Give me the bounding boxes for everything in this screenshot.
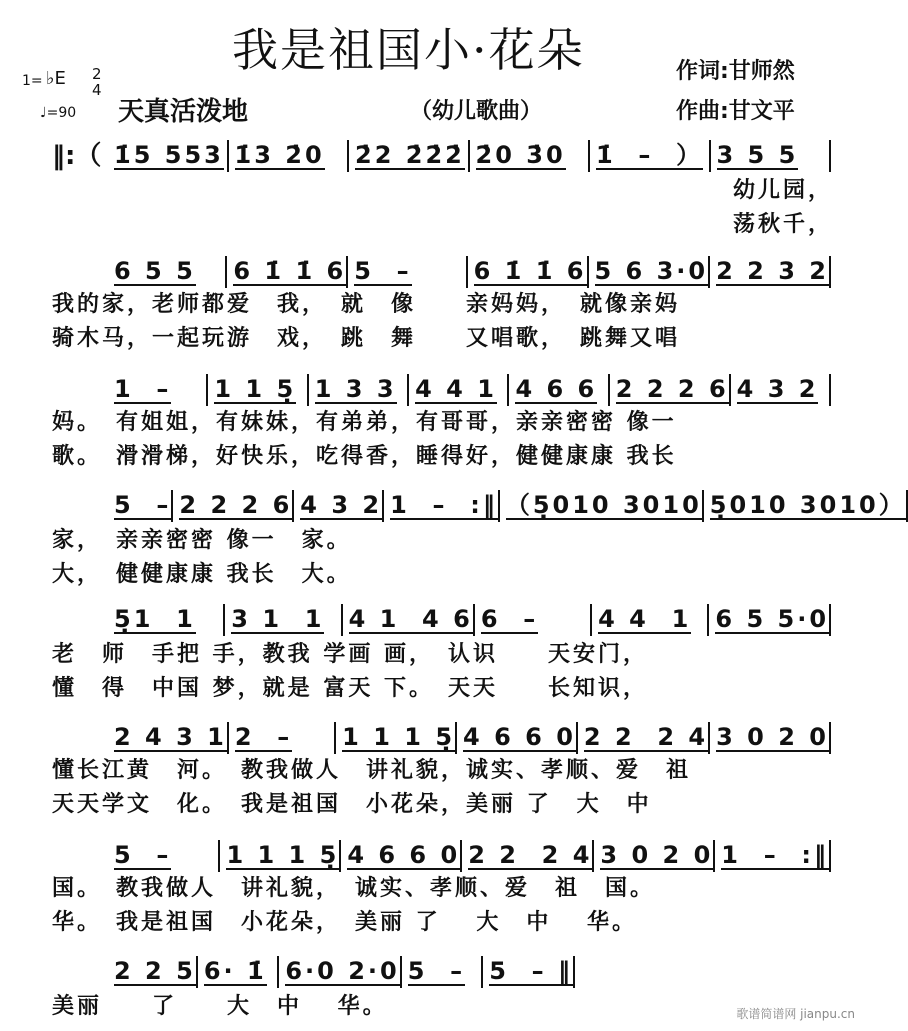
measure xyxy=(108,722,229,754)
expression-marking: 天真活泼地 xyxy=(118,97,249,127)
notation-row xyxy=(108,840,831,872)
measure xyxy=(710,722,831,754)
measure xyxy=(294,490,384,522)
notes: 1 – :‖ xyxy=(390,491,498,519)
notes: 2̇0 3̇0 xyxy=(475,141,566,169)
measure xyxy=(108,140,229,172)
notes: 5 – xyxy=(354,257,412,285)
measure xyxy=(578,722,710,754)
notes: 5 6 3·0 xyxy=(594,257,709,285)
measure xyxy=(402,956,484,988)
measure xyxy=(220,840,341,872)
time-signature xyxy=(92,66,102,98)
measure xyxy=(108,374,208,406)
notes: 3 0 2 0 xyxy=(600,841,714,869)
measure xyxy=(704,490,908,522)
notes: 4 3 2 xyxy=(736,375,819,403)
notes: 2̇2 2̇2̇2̇ xyxy=(355,141,465,169)
measure xyxy=(475,604,592,636)
notes: 3 0 2 0 xyxy=(716,723,829,751)
watermark: 歌谱简谱网 jianpu.cn xyxy=(736,1007,855,1021)
song-title: 我是祖国小·花朵 xyxy=(232,23,585,77)
notes: 1 1 1 5̣ xyxy=(342,723,456,751)
measure xyxy=(384,490,500,522)
notes: 1 1 1 5̣ xyxy=(226,841,340,869)
measure xyxy=(483,956,575,988)
time-signature-bottom: 4 xyxy=(92,81,102,99)
measure xyxy=(594,840,715,872)
notes: 6 1̇ 1̇ 6 xyxy=(233,257,347,285)
measure xyxy=(610,374,731,406)
notes: 3 5 5 xyxy=(716,141,799,169)
lyric-line: 大， 健健康康 我长 大。 xyxy=(52,562,352,587)
notation-row xyxy=(108,604,831,636)
measure xyxy=(227,256,348,288)
repeat-start: ‖:（ xyxy=(52,141,102,171)
measure xyxy=(349,140,470,172)
notation-row xyxy=(108,490,906,522)
notes: 4 4 1 xyxy=(415,375,497,403)
lyric-line: 懂长江黄 河。 教我做人 讲礼貌，诚实、孝顺、爱 祖 xyxy=(52,758,692,783)
measure xyxy=(457,722,578,754)
notation-row xyxy=(108,256,831,288)
notes: 5 – xyxy=(114,491,172,519)
lyric-line: 荡秋千， xyxy=(733,212,834,237)
notes: （5̣010 3010 xyxy=(505,491,702,519)
measure xyxy=(108,840,220,872)
notes: 4 6 6 xyxy=(515,375,598,403)
lyric-line: 我的家，老师都爱 我， 就 像 亲妈妈， 就像亲妈 xyxy=(52,292,681,317)
lyric-line: 骑木马，一起玩游 戏， 跳 舞 又唱歌， 跳舞又唱 xyxy=(52,326,681,351)
measure xyxy=(590,140,711,172)
notes: 5 – ‖ xyxy=(489,957,573,985)
lyric-line: 家， 亲亲密密 像一 家。 xyxy=(52,528,352,553)
measure xyxy=(341,840,462,872)
notes: 2 2 3 2 xyxy=(716,257,829,285)
composer-credit: 作曲:甘文平 xyxy=(676,99,795,124)
notes: 5 – xyxy=(407,957,466,985)
measure xyxy=(108,604,225,636)
notes: 2 2 2 6 xyxy=(179,491,293,519)
notes: 3 1 1 xyxy=(231,605,325,633)
lyric-line: 华。 我是祖国 小花朵， 美丽 了 大 中 华。 xyxy=(52,910,637,935)
measure xyxy=(709,604,831,636)
measure xyxy=(198,956,280,988)
measure xyxy=(208,374,308,406)
notes: 4 4 1 xyxy=(598,605,692,633)
lyric-line: 歌。 滑滑梯，好快乐，吃得香，睡得好，健健康康 我长 xyxy=(52,444,677,469)
notes: 2 2 2 4 xyxy=(583,723,709,751)
measure xyxy=(343,604,475,636)
notes: 1 – :‖ xyxy=(721,841,829,869)
measure xyxy=(173,490,294,522)
notes: 1 1 5̣ xyxy=(214,375,297,403)
lyric-line: 国。 教我做人 讲礼貌， 诚实、孝顺、爱 祖 国。 xyxy=(52,876,656,901)
measure xyxy=(470,140,591,172)
notes: 1̇3 2̇0 xyxy=(234,141,325,169)
notes: 6 1̇ 1̇ 6 xyxy=(473,257,587,285)
measure xyxy=(468,256,589,288)
notes: 1̇ – ） xyxy=(596,141,704,169)
notes: 6 5 5 xyxy=(114,257,196,285)
measure xyxy=(462,840,594,872)
tempo-marking: ♩=90 xyxy=(40,105,77,121)
notation-row xyxy=(108,374,831,406)
time-signature-top: 2 xyxy=(92,65,102,83)
notes: 6·0 2·0 xyxy=(285,957,400,985)
measure xyxy=(592,604,709,636)
measure xyxy=(500,490,704,522)
notes: 5̣010 3010） xyxy=(709,491,906,519)
notes: 4 3 2 xyxy=(300,491,383,519)
notes: 6 5 5·0 xyxy=(715,605,830,633)
measure xyxy=(589,256,711,288)
notes: 6· 1̇ xyxy=(203,957,267,985)
measure xyxy=(715,840,831,872)
notes: 2 – xyxy=(234,723,293,751)
measure xyxy=(710,256,831,288)
measure xyxy=(108,490,173,522)
measure xyxy=(229,140,350,172)
lyric-line: 幼儿园， xyxy=(733,178,834,203)
notation-row xyxy=(108,722,831,754)
lyric-line: 妈。 有姐姐，有妹妹，有弟弟，有哥哥，亲亲密密 像一 xyxy=(52,410,677,435)
notation-row xyxy=(108,956,575,988)
notes: 1̇5 553 xyxy=(114,141,224,169)
measure xyxy=(108,956,198,988)
notes: 1 – xyxy=(114,375,172,403)
notes: 5 – xyxy=(114,841,172,869)
notes: 2 2 5 xyxy=(114,957,196,985)
lyric-line: 老 师 手把 手，教我 学画 画， 认识 天安门， xyxy=(52,642,648,667)
measure xyxy=(336,722,457,754)
key-signature: ♭E xyxy=(46,68,66,89)
notes: 6 – xyxy=(480,605,539,633)
measure xyxy=(309,374,409,406)
measure xyxy=(509,374,609,406)
measure xyxy=(711,140,832,172)
notes: 2 4 3 1 xyxy=(114,723,227,751)
notes: 4 6 6 0 xyxy=(463,723,576,751)
measure xyxy=(225,604,342,636)
notes: 1 3 3 xyxy=(314,375,397,403)
notes: 4 6 6 0 xyxy=(347,841,461,869)
key-label: 1= xyxy=(22,73,43,89)
notation-row xyxy=(108,140,831,172)
measure xyxy=(731,374,831,406)
lyric-line: 美丽 了 大 中 华。 xyxy=(52,994,388,1019)
notes: 5̣1 1 xyxy=(114,605,196,633)
notes: 4 1 4 6 xyxy=(348,605,473,633)
genre-label: （幼儿歌曲） xyxy=(410,99,543,124)
measure xyxy=(279,956,401,988)
notes: 2 2 2 6 xyxy=(615,375,729,403)
notes: 2 2 2 4 xyxy=(468,841,593,869)
measure xyxy=(108,256,227,288)
lyric-line: 天天学文 化。 我是祖国 小花朵，美丽 了 大 中 xyxy=(52,792,652,817)
measure xyxy=(348,256,467,288)
lyricist-credit: 作词:甘师然 xyxy=(676,59,795,84)
measure xyxy=(409,374,509,406)
lyric-line: 懂 得 中国 梦，就是 富天 下。 天天 长知识， xyxy=(52,676,648,701)
measure xyxy=(229,722,336,754)
